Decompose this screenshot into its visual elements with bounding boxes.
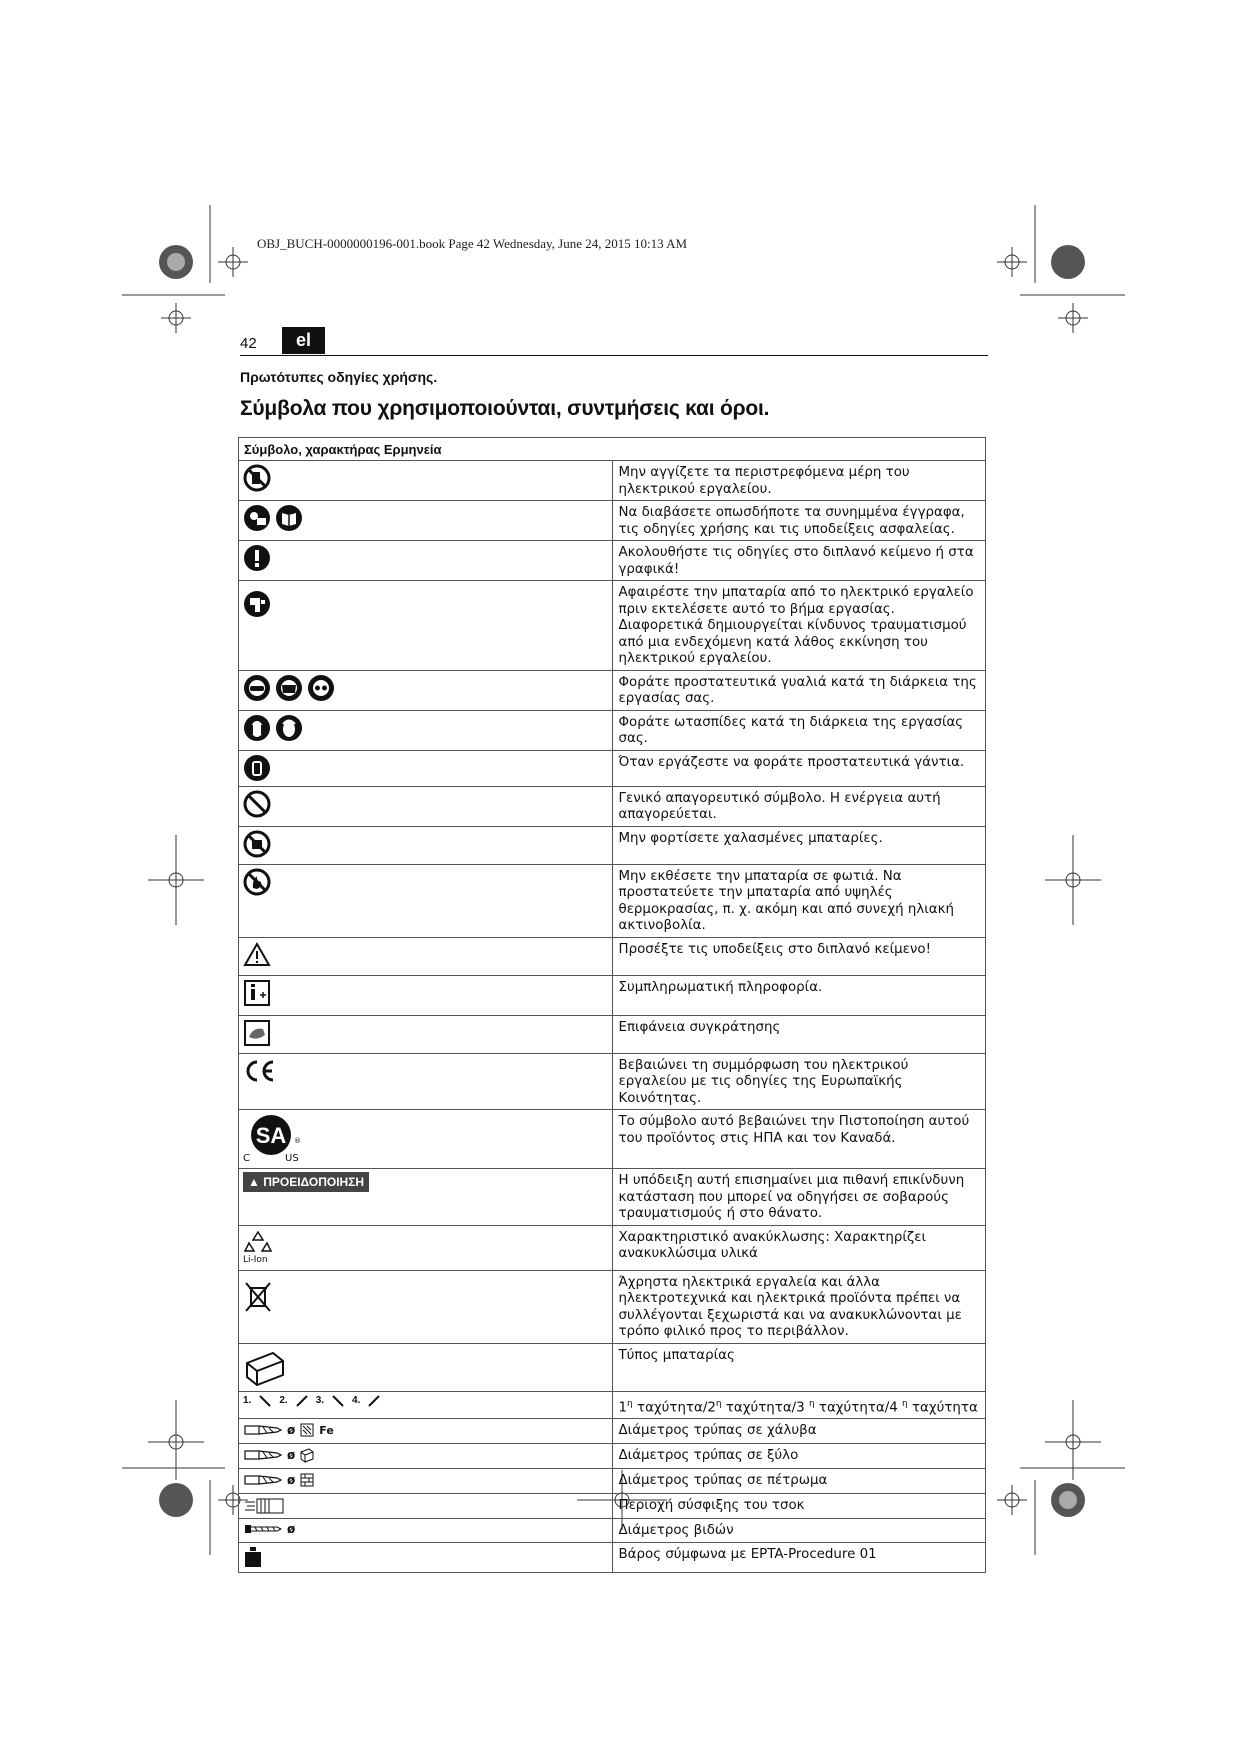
table-cell: Διάμετρος τρύπας σε ξύλο: [612, 1444, 986, 1469]
battery-pack-icon: [243, 1347, 287, 1387]
material-label: Fe: [319, 1423, 334, 1437]
print-file-info: OBJ_BUCH-0000000196-001.book Page 42 Wednesday, June 24, 2015 10:13 AM: [257, 236, 688, 251]
table-row: [239, 1469, 986, 1494]
speed-icon: 1. 2. 3. 4.: [243, 1395, 608, 1407]
table-row: [239, 1391, 986, 1419]
prohibited-icon: [243, 790, 271, 818]
table-row: [239, 670, 986, 710]
table-row: [239, 1343, 986, 1391]
table-cell: Μην φορτίσετε χαλασμένες μπαταρίες.: [612, 826, 986, 864]
table-cell: Διάμετρος βιδών: [612, 1519, 986, 1543]
language-tab: el: [282, 327, 325, 354]
table-cell: Επιφάνεια συγκράτησης: [612, 1015, 986, 1053]
table-row: [239, 937, 986, 975]
warning-triangle-icon: [243, 941, 271, 969]
diameter-icon: ø: [287, 1448, 296, 1463]
table-row: [239, 1169, 986, 1226]
warning-badge: ▲ ΠΡΟΕΙΔΟΠΟΙΗΣΗ: [243, 1172, 369, 1192]
recycling-icon: [243, 1229, 273, 1255]
screw-icon: [243, 1523, 283, 1535]
svg-text:SA: SA: [255, 1123, 287, 1148]
no-charge-damaged-battery-icon: [243, 830, 271, 858]
goggles-icon: [243, 674, 271, 702]
ear-protection-icon: [275, 714, 303, 742]
table-cell: Να διαβάσετε οπωσδήποτε τα συνημμένα έγγραφα, τις οδηγίες χρήσης και τις υποδείξεις ασφαλείας.: [612, 501, 986, 541]
table-cell: Το σύμβολο αυτό βεβαιώνει την Πιστοποίηση αυτού του προϊόντος στις ΗΠΑ και τον Καναδά.: [612, 1110, 986, 1169]
table-header: Σύμβολο, χαρακτήρας Ερμηνεία: [239, 438, 986, 461]
table-row: [239, 1419, 986, 1444]
safety-glasses-icon: [307, 674, 335, 702]
diameter-icon: ø: [287, 1522, 296, 1537]
exclamation-icon: [243, 544, 271, 572]
table-row: [239, 581, 986, 671]
table-row: [239, 461, 986, 501]
table-row: [239, 1015, 986, 1053]
header-rule: [240, 355, 988, 356]
csa-mark-icon: [249, 1113, 301, 1157]
section-title: Σύμβολα που χρησιμοποιούνται, συντμήσεις και όροι.: [240, 397, 770, 420]
diameter-icon: ø: [287, 1473, 296, 1488]
table-row: [239, 864, 986, 937]
steel-icon: [299, 1422, 315, 1438]
table-cell: Άχρηστα ηλεκτρικά εργαλεία και άλλα ηλεκτροτεχνικά και ηλεκτρικά προϊόντα πρέπει να συλλέγονται ξεχωριστά και να ανακυκλώνονται με τρόπο φιλικό προς το περιβάλλον.: [612, 1270, 986, 1343]
table-cell: Μην αγγίζετε τα περιστρεφόμενα μέρη του ηλεκτρικού εργαλείου.: [612, 461, 986, 501]
page-number: 42: [240, 335, 257, 352]
csa-c-label: C: [243, 1153, 250, 1164]
csa-us-label: US: [285, 1153, 299, 1164]
table-row: [239, 1494, 986, 1519]
table-cell: Αφαιρέστε την μπαταρία από το ηλεκτρικό εργαλείο πριν εκτελέσετε αυτό το βήμα εργασίας. Διαφορετικά δημιουργείται κίνδυνος τραυματισμού από μια ενδεχόμενη κατά λάθος εκκίνηση του ηλεκτρικού εργαλείου.: [612, 581, 986, 671]
drill-bit-icon: [243, 1422, 283, 1438]
chuck-range-icon: [243, 1497, 287, 1515]
table-header-row: [239, 438, 986, 461]
grip-surface-icon: [243, 1019, 271, 1047]
table-cell: Προσέξτε τις υποδείξεις στο διπλανό κείμενο!: [612, 937, 986, 975]
table-cell: Φοράτε προστατευτικά γυαλιά κατά τη διάρκεια της εργασίας σας.: [612, 670, 986, 710]
table-cell: Περιοχή σύσφιξης του τσοκ: [612, 1494, 986, 1519]
info-icon: [243, 979, 271, 1007]
table-cell: Τύπος μπαταρίας: [612, 1343, 986, 1391]
table-cell: Διάμετρος τρύπας σε χάλυβα: [612, 1419, 986, 1444]
ce-mark-icon: [243, 1057, 277, 1085]
table-row: [239, 1110, 986, 1169]
table-row: [239, 541, 986, 581]
masonry-icon: [299, 1472, 315, 1488]
table-row: [239, 750, 986, 786]
earmuffs-icon: [243, 714, 271, 742]
table-cell: Βάρος σύμφωνα με EPTA-Procedure 01: [612, 1542, 986, 1572]
face-shield-icon: [275, 674, 303, 702]
no-fire-battery-icon: [243, 868, 271, 896]
table-row: [239, 710, 986, 750]
diameter-icon: ø: [287, 1423, 296, 1438]
table-row: [239, 1225, 986, 1270]
symbols-table: [238, 437, 986, 1573]
svg-text:®: ®: [294, 1137, 301, 1145]
table-row: [239, 826, 986, 864]
table-cell: Η υπόδειξη αυτή επισημαίνει μια πιθανή επικίνδυνη κατάσταση που μπορεί να οδηγήσει σε σοβαρούς τραυματισμούς ή στο θάνατο.: [612, 1169, 986, 1226]
warning-badge-icon: ▲: [248, 1175, 264, 1189]
table-row: [239, 1444, 986, 1469]
weee-bin-icon: [243, 1280, 273, 1314]
read-instructions-icon: [243, 504, 271, 532]
table-cell: Ακολουθήστε τις οδηγίες στο διπλανό κείμενο ή στα γραφικά!: [612, 541, 986, 581]
table-row: [239, 975, 986, 1015]
no-touch-rotating-icon: [243, 464, 271, 492]
manual-book-icon: [275, 504, 303, 532]
table-cell: Χαρακτηριστικό ανακύκλωσης: Χαρακτηρίζει ανακυκλώσιμα υλικά: [612, 1225, 986, 1270]
table-cell: $1^\eta$ ταχύτητα/$2^\eta$ ταχύτητα/3 $^\eta$ ταχύτητα/4 $^\eta$ ταχύτητα: [612, 1391, 986, 1419]
table-cell: Γενικό απαγορευτικό σύμβολο. Η ενέργεια αυτή απαγορεύεται.: [612, 786, 986, 826]
table-row: [239, 786, 986, 826]
table-cell: Συμπληρωματική πληροφορία.: [612, 975, 986, 1015]
wood-icon: [299, 1447, 315, 1463]
drill-bit-icon: [243, 1447, 283, 1463]
remove-battery-icon: [243, 590, 271, 618]
table-cell: Βεβαιώνει τη συμμόρφωση του ηλεκτρικού εργαλείου με τις οδηγίες της Ευρωπαϊκής Κοινότητας.: [612, 1053, 986, 1110]
table-cell: Όταν εργάζεστε να φοράτε προστατευτικά γάντια.: [612, 750, 986, 786]
table-cell: Φοράτε ωτασπίδες κατά τη διάρκεια της εργασίας σας.: [612, 710, 986, 750]
recycle-label: Li-Ion: [243, 1254, 268, 1265]
drill-bit-icon: [243, 1472, 283, 1488]
table-row: [239, 1519, 986, 1543]
table-row: [239, 1542, 986, 1572]
table-row: [239, 1053, 986, 1110]
table-row: [239, 501, 986, 541]
gloves-icon: [243, 754, 271, 782]
table-cell: Μην εκθέσετε την μπαταρία σε φωτιά. Να προστατεύετε την μπαταρία από υψηλές θερμοκρασίας, π. χ. ακόμη και από συνεχή ηλιακή ακτινοβολία.: [612, 864, 986, 937]
table-cell: Διάμετρος τρύπας σε πέτρωμα: [612, 1469, 986, 1494]
table-row: [239, 1270, 986, 1343]
document-subtitle: Πρωτότυπες οδηγίες χρήσης.: [240, 369, 438, 385]
weight-icon: [243, 1546, 263, 1568]
